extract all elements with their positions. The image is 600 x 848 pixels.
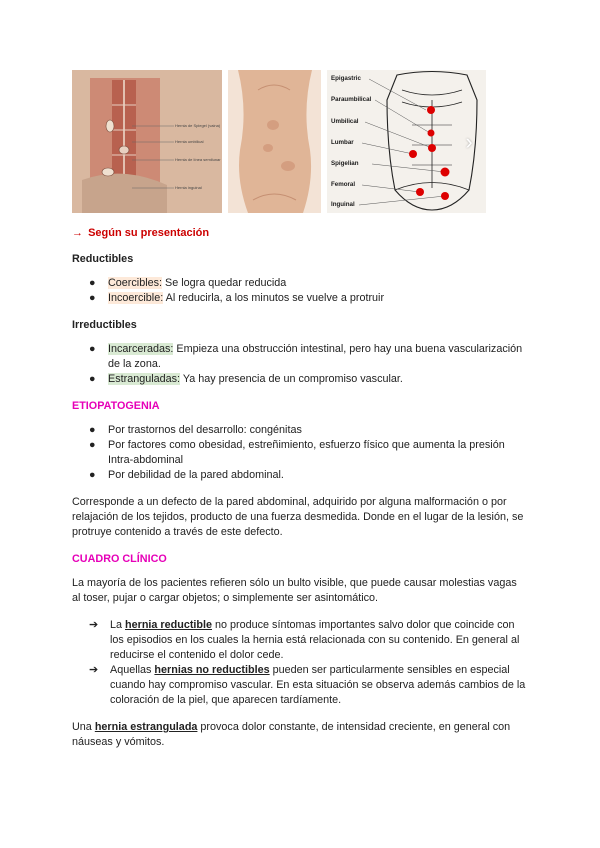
bullet-icon: ● (89, 373, 96, 385)
subheading-reductibles: Reductibles (72, 253, 134, 265)
reductibles-list (72, 276, 528, 306)
list-item (72, 342, 528, 372)
list-item (72, 618, 528, 663)
cuadro-list (72, 618, 528, 708)
section-heading-presentacion (72, 226, 528, 241)
subheading-irreductibles: Irreductibles (72, 319, 137, 331)
list-item (72, 276, 528, 291)
term-text: Empieza una obstrucción intestinal, pero hay una buena vascularización de la zona. (108, 343, 523, 370)
site-label: Paraumbilical (331, 96, 372, 103)
site-label: Epigastric (331, 75, 361, 82)
list-item (72, 663, 528, 708)
torso-drawing (228, 70, 321, 213)
site-label: Lumbar (331, 139, 354, 146)
closing-paragraph (72, 720, 528, 750)
list-item (72, 372, 528, 387)
fig-a-label: Hernia de línea semilunar (175, 157, 221, 162)
fig-a-label: Hernia umbilical (175, 139, 204, 144)
bullet-icon: ● (89, 439, 96, 451)
anatomy-illustration (72, 70, 222, 213)
term: Incarceradas: (108, 343, 174, 355)
term: Coercibles: (108, 277, 163, 289)
bullet-icon: ● (89, 343, 96, 355)
bullet-icon: ● (89, 277, 96, 289)
bullet-icon: ● (89, 424, 96, 436)
list-item (72, 423, 528, 438)
etiopatogenia-paragraph: Corresponde a un defecto de la pared abdominal, adquirido por alguna malformación o por relajación de los tejidos, producto de una fuerza desmedida. Donde en el lugar de la lesión, se protruye contenido a través de este defecto. (72, 496, 524, 538)
section-heading-cuadro-clinico: CUADRO CLÍNICO (72, 553, 167, 565)
chevron-right-icon[interactable]: › (465, 129, 473, 154)
text-run: La (110, 619, 126, 631)
fig-a-label: Hernia inguinal (175, 185, 202, 190)
list-item-text: Por factores como obesidad, estreñimiento, esfuerzo físico que aumenta la presión Intra-abdominal (108, 439, 505, 466)
text-run: pueden ser particularmente sensibles en especial cuando hay compromiso vascular. En esta situación se observa además cambios de la coloración de la piel, que aparecen tardíamente. (110, 664, 526, 706)
cuadro-intro-paragraph: La mayoría de los pacientes refieren sólo un bulto visible, que puede causar molestias vagas al toser, pujar o cargar objetos; o simplemente ser asintomático. (72, 577, 517, 604)
text-run: Una (72, 721, 95, 733)
document-body (72, 226, 528, 762)
heading-text: Según su presentación (88, 227, 210, 239)
key-term: hernias no reductibles (154, 664, 270, 676)
term: Incoercible: (108, 292, 164, 304)
term-text: Se logra quedar reducida (162, 277, 287, 289)
key-term: hernia estrangulada (94, 721, 198, 733)
term: Estranguladas: (108, 373, 181, 385)
section-heading-etiopatogenia: ETIOPATOGENIA (72, 400, 160, 412)
term-text: Al reducirla, a los minutos se vuelve a protruir (163, 292, 385, 304)
hernia-sites-diagram (327, 70, 486, 213)
fig-a-label: Hernia de Spiegel (vaina) (175, 123, 221, 128)
text-run: provoca dolor constante, de intensidad creciente, en general con náuseas y vómitos. (72, 721, 511, 748)
site-label: Spigelian (331, 160, 359, 167)
figure-strip (72, 70, 486, 213)
arrow-bullet-icon: ➔ (89, 664, 99, 676)
list-item (72, 291, 528, 306)
bullet-icon: ● (89, 292, 96, 304)
etiopatogenia-list (72, 423, 528, 483)
irreductibles-list (72, 342, 528, 387)
bullet-icon: ● (89, 469, 96, 481)
site-label: Umbilical (331, 118, 359, 125)
torso-photo (228, 70, 321, 213)
list-item (72, 468, 528, 483)
list-item (72, 438, 528, 468)
right-arrow-icon: → (72, 227, 83, 239)
site-label: Inguinal (331, 201, 355, 208)
text-run: Aquellas (110, 664, 155, 676)
term-text: Ya hay presencia de un compromiso vascular. (180, 373, 403, 385)
site-label: Femoral (331, 181, 356, 188)
key-term: hernia reductible (125, 619, 213, 631)
list-item-text: Por debilidad de la pared abdominal. (108, 469, 284, 481)
text-run: no produce síntomas importantes salvo dolor que coincide con los episodios en los cuales la hernia está relacionada con su contenido. En general al reducirse el contenido el dolor cede. (110, 619, 520, 661)
list-item-text: Por trastornos del desarrollo: congénitas (108, 424, 302, 436)
arrow-bullet-icon: ➔ (89, 619, 99, 631)
